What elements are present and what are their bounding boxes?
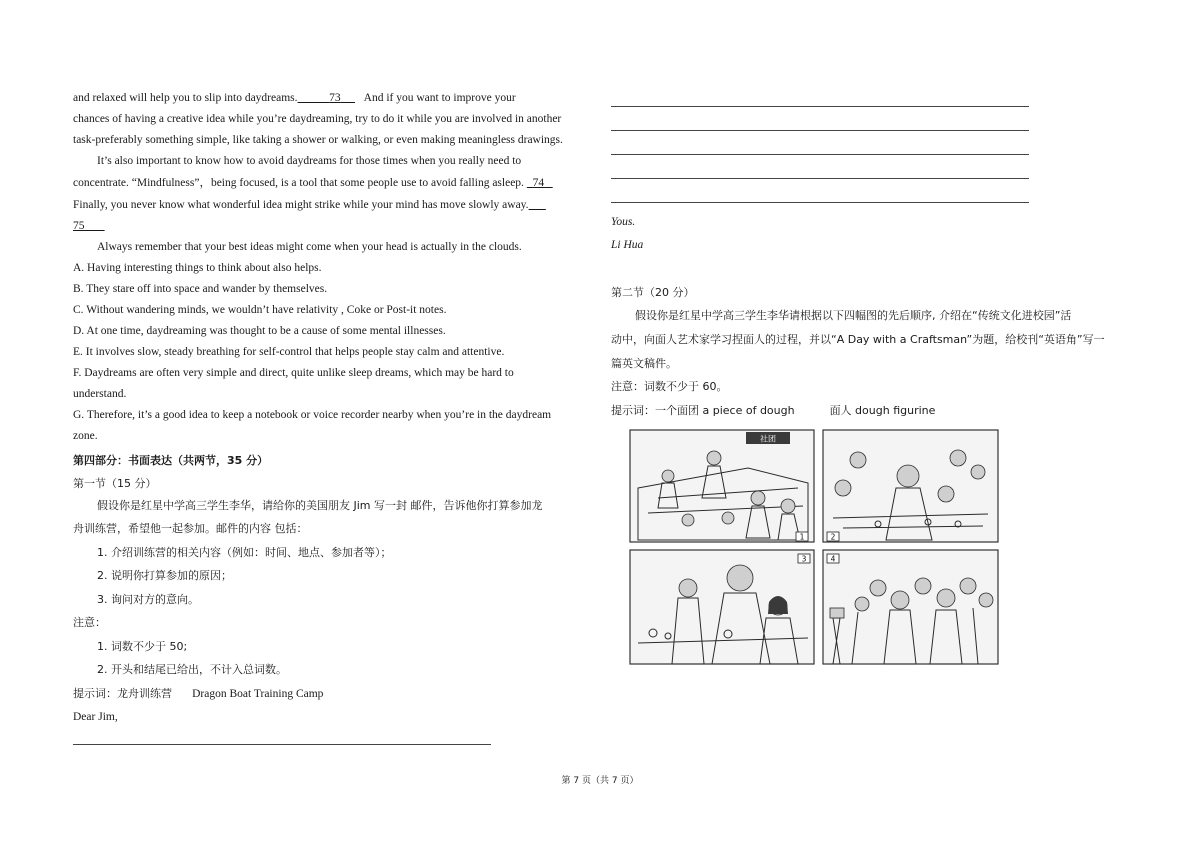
option-c: C. Without wandering minds, we wouldn’t have relativity , Coke or Post-it notes.	[73, 304, 447, 316]
option-b: B. They stare off into space and wander by themselves.	[73, 283, 328, 295]
signature: Li Hua	[611, 239, 644, 251]
section2-note: 注意：词数不少于 60。	[611, 380, 728, 393]
blank-75	[73, 219, 105, 233]
para2-line3	[73, 198, 546, 212]
panel-number-3: 3	[801, 554, 807, 564]
salutation: Dear Jim,	[73, 711, 118, 723]
blank-73	[298, 92, 356, 104]
note-1: 1. 词数不少于 50;	[97, 640, 188, 653]
panel-number-1: 1	[799, 532, 805, 542]
section2-hint-line	[611, 404, 935, 418]
note-2: 2. 开头和结尾已给出，不计入总词数。	[97, 663, 287, 676]
section1-prompt-line1: 假设你是红星中学高三学生李华，请给你的美国朋友 Jim 写一封 邮件，告诉他你打算参加龙	[97, 499, 543, 512]
option-f: F. Daydreams are often very simple and direct, quite unlike sleep dreams, which may be hard to	[73, 367, 514, 379]
section2-hint-label: 提示词：一个面团 a piece of dough	[611, 404, 795, 417]
section2-prompt-line3: 篇英文稿件。	[611, 357, 677, 370]
requirement-3: 3. 询问对方的意向。	[97, 593, 199, 606]
para1-line1-rest: And if you want to improve your	[363, 92, 516, 104]
section2-prompt-line2: 动中，向面人艺术家学习捏面人的过程，并以“A Day with a Craftsman”为题，给校刊“英语角”写一	[611, 333, 1105, 346]
section1-heading: 第一节（15 分）	[73, 477, 157, 490]
notes-label: 注意：	[73, 616, 106, 629]
hint-label: 提示词：龙舟训练营	[73, 687, 172, 700]
writing-line-4	[611, 178, 1029, 179]
section2-prompt-line1: 假设你是红星中学高三学生李华请根据以下四幅图的先后顺序, 介绍在“传统文化进校园”活	[635, 309, 1072, 322]
section2-heading: 第二节（20 分）	[611, 286, 695, 299]
panel-4	[823, 550, 998, 664]
blank-74-number: 74	[532, 177, 545, 189]
writing-line-1	[611, 106, 1029, 107]
para2-line3-text: Finally, you never know what wonderful idea might strike while your mind has move slowly away.	[73, 199, 529, 211]
blank-75-number: 75	[73, 220, 85, 232]
option-d: D. At one time, daydreaming was thought to be a cause of some mental illnesses.	[73, 325, 446, 337]
option-e: E. It involves slow, steady breathing for self-control that helps people stay calm and attentive.	[73, 346, 505, 358]
para1-line3: task-preferably something simple, like taking a shower or walking, or even making meaningless drawings.	[73, 134, 563, 146]
blank-74	[527, 177, 553, 189]
para1-line1	[73, 91, 516, 105]
four-panel-illustration	[628, 428, 1000, 666]
writing-line	[73, 744, 491, 745]
option-f-cont: understand.	[73, 388, 127, 400]
requirement-1: 1. 介绍训练营的相关内容（例如：时间、地点、参加者等）；	[97, 546, 392, 559]
para2-line1: It’s also important to know how to avoid daydreams for those times when you really need to	[97, 155, 522, 167]
writing-line-5	[611, 202, 1029, 203]
option-a: A. Having interesting things to think about also helps.	[73, 262, 322, 274]
panel-2	[823, 430, 998, 542]
blank-73-number: 73	[329, 92, 341, 104]
requirement-2: 2. 说明你打算参加的原因；	[97, 569, 232, 582]
section1-prompt-line2: 舟训练营，希望他一起参加。邮件的内容 包括：	[73, 522, 308, 535]
para2-line2	[73, 176, 553, 190]
option-g: G. Therefore, it’s a good idea to keep a notebook or voice recorder nearby when you’re in the daydream	[73, 409, 552, 421]
para2-line2-text: concentrate. “Mindfulness”，being focused, is a tool that some people use to avoid falling asleep.	[73, 177, 524, 189]
page-footer: 第 7 页（共 7 页）	[561, 776, 639, 786]
hint-line	[73, 687, 323, 701]
blank-75-lead	[529, 199, 546, 211]
para3: Always remember that your best ideas might come when your head is actually in the clouds.	[97, 241, 522, 253]
panel-1	[630, 430, 814, 542]
panel-number-2: 2	[830, 532, 836, 542]
writing-line-3	[611, 154, 1029, 155]
panel-3	[630, 550, 814, 664]
blank-75-underline	[73, 220, 105, 232]
hint-term: Dragon Boat Training Camp	[192, 688, 324, 700]
section2-hint-term: 面人 dough figurine	[829, 404, 936, 417]
panel-number-4: 4	[830, 554, 836, 564]
closing: Yous.	[611, 216, 636, 228]
para1-line1-text: and relaxed will help you to slip into daydreams.	[73, 92, 298, 104]
para1-line2: chances of having a creative idea while you’re daydreaming, try to do it while you are involved in another	[73, 113, 562, 125]
club-sign-text: 社团	[760, 434, 776, 444]
part4-heading: 第四部分：书面表达（共两节，35 分）	[73, 454, 269, 467]
writing-line-2	[611, 130, 1029, 131]
option-g-cont: zone.	[73, 430, 98, 442]
